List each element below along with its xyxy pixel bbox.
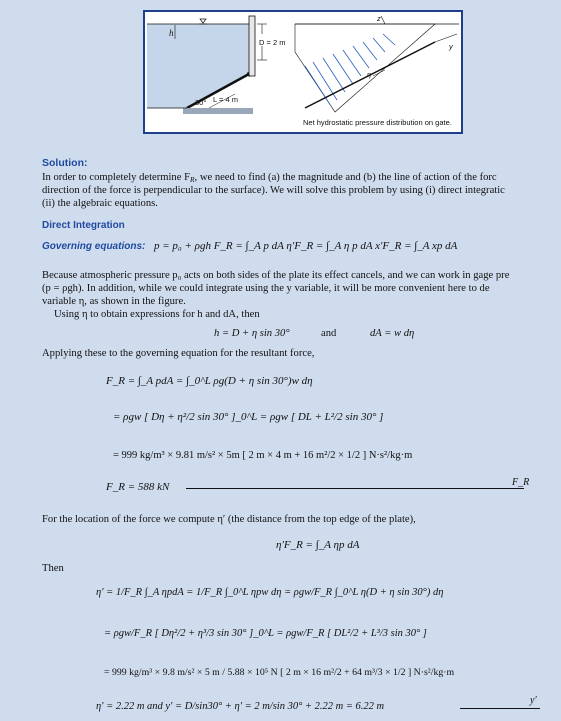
vertical-wall (249, 16, 255, 76)
y-axis (435, 34, 457, 42)
fr-line-1: F_R = ∫_A pdA = ∫_0^L ρg(D + η sin 30°)w dη (106, 375, 313, 387)
then-word: Then (42, 563, 64, 574)
label-A: A (245, 70, 251, 79)
solution-heading: Solution: (42, 157, 88, 169)
plate-line (295, 40, 407, 52)
solution-line-1-b: , we need to find (a) the magnitude and (b) the line of action of the forc (194, 172, 497, 183)
governing-label: Governing equations: (42, 241, 146, 252)
apply-line: Applying these to the governing equation for the resultant force, (42, 348, 315, 359)
floor (183, 108, 253, 114)
label-h: h (169, 28, 174, 38)
label-y: y (449, 42, 453, 51)
para-line-2: (p = ρgh). In addition, while we could integrate using the y variable, it will be more convenient here to de (42, 283, 490, 294)
para-line-4: Using η to obtain expressions for h and dA, then (54, 309, 260, 320)
para-line-1: Because atmospheric pressure p₀ acts on both sides of the plate its effect cancels, and we can work in gage pre (42, 270, 510, 281)
fr-tag: F_R (512, 477, 530, 488)
solution-line-1-sub: R (189, 175, 195, 184)
solution-line-3: (ii) the algebraic equations. (42, 198, 158, 209)
label-D: D = 2 m (259, 38, 286, 47)
direct-heading: Direct Integration (42, 220, 125, 231)
gate-diagram (145, 12, 461, 132)
eta-line-2: = ρgw/F_R [ Dη²/2 + η³/3 sin 30° ]_0^L = ρgw/F_R [ DL²/2 + L³/3 sin 30° ] (104, 628, 427, 639)
fr-line-3: = 999 kg/m³ × 9.81 m/s² × 5m [ 2 m × 4 m + 16 m²/2 × 1/2 ] N·s²/kg·m (113, 450, 413, 461)
pressure-envelope (295, 24, 435, 112)
figure-panel (143, 10, 463, 134)
solution-line-1-a: In order to completely determine F (42, 172, 190, 183)
eta-tag: y′ (530, 695, 537, 706)
eta-line-3: = 999 kg/m³ × 9.8 m/s² × 5 m / 5.88 × 10⁵ N [ 2 m × 16 m²/2 + 64 m³/3 × 1/2 ] N·s²/kg·m (104, 667, 455, 678)
location-line: For the location of the force we compute η′ (the distance from the top edge of the plate), (42, 514, 416, 525)
para-line-3: variable η, as shown in the figure. (42, 296, 186, 307)
label-angle: 30° (195, 98, 207, 107)
eta-result: η′ = 2.22 m and y′ = D/sin30° + η′ = 2 m/sin 30° + 2.22 m = 6.22 m (96, 701, 385, 712)
free-surface-symbol (200, 19, 206, 23)
and-word: and (321, 328, 337, 339)
label-eta: η (367, 70, 372, 79)
solution-line-2: direction of the force is perpendicular to the surface). We will solve this problem by using (i) direct integratic (42, 185, 505, 196)
label-L: L = 4 m (213, 95, 238, 104)
dA-expression: dA = w dη (370, 328, 415, 339)
h-expression: h = D + η sin 30° (214, 328, 290, 339)
fr-result-line (186, 488, 524, 489)
fr-line-2: = ρgw [ Dη + η²/2 sin 30° ]_0^L = ρgw [ DL + L²/2 sin 30° ] (113, 411, 384, 423)
fr-result: F_R = 588 kN (106, 481, 170, 493)
governing-equations (42, 240, 457, 253)
z-axis (381, 16, 385, 24)
label-z: z (377, 14, 381, 23)
eta-result-line (460, 708, 540, 709)
eta-line-1: η′ = 1/F_R ∫_A ηpdA = 1/F_R ∫_0^L ηpw dη = ρgw/F_R ∫_0^L η(D + η sin 30°) dη (96, 587, 444, 598)
location-eq: η′F_R = ∫_A ηp dA (276, 539, 360, 551)
governing-eq: p = p₀ + ρgh F_R = ∫_A p dA η′F_R = ∫_A η p dA x′F_R = ∫_A xp dA (154, 240, 458, 252)
figure-caption: Net hydrostatic pressure distribution on gate. (303, 118, 452, 127)
